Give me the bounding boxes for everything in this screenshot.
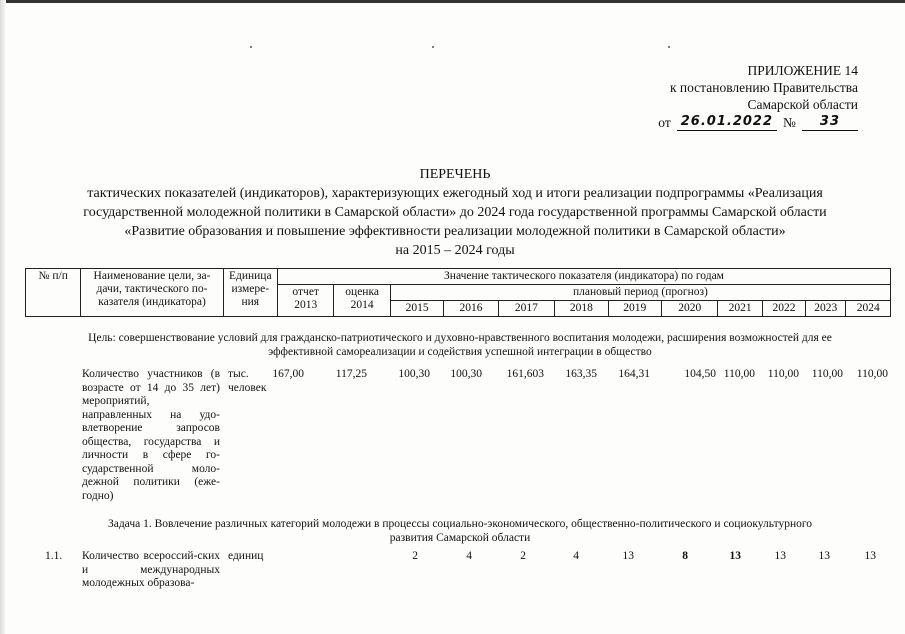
indicator-1-1-unit: единиц [228, 550, 264, 562]
title-line: тактических показателей (индикаторов), характеризующих ежегодный ход и итоги реализации подпрограммы «Реализация [87, 186, 823, 201]
value-cell: 110,00 [811, 368, 843, 380]
col-plan-group-header: плановый период (прогноз) [390, 285, 890, 301]
handwritten-number: 33 [802, 113, 858, 131]
year-header: 2019 [608, 301, 661, 317]
indicator-main-unit: тыс. человек [228, 368, 267, 394]
value-cell: 110,00 [767, 368, 799, 380]
value-cell: 161,603 [506, 368, 544, 380]
task-1-row [30, 518, 890, 545]
value-cell: 13 [864, 550, 876, 562]
col-name-header: Наименование цели, за-дачи, тактического по-казателя (индикатора) [81, 269, 223, 317]
value-cell: 104,50 [684, 368, 716, 380]
appendix-title: ПРИЛОЖЕНИЕ 14 [747, 63, 858, 78]
indicator-1-1-number: 1.1. [45, 550, 63, 562]
scan-speck [668, 46, 670, 48]
value-cell: 13 [774, 550, 786, 562]
appendix-decree: к постановлению Правительства [669, 80, 858, 95]
value-cell: 8 [682, 550, 688, 562]
year-header: 2015 [390, 301, 443, 317]
indicators-table-header [25, 268, 891, 317]
title-line: на 2015 – 2024 годы [395, 243, 515, 258]
value-cell: 117,25 [335, 368, 367, 380]
value-cell: 4 [573, 550, 579, 562]
indicator-main-name: Количество участников (в возрасте от 14 до 35 лет) мероприятий, направленных на удо-влетворение запросов общества, государства и личности в сфере го-сударственной моло-дежной политики (еже-годно) [82, 368, 220, 502]
goal-text: Цель: совершенствование условий для гражданско-патриотического и духовно-нравственного воспитания молодежи, расширения возможностей для ее [88, 332, 832, 344]
document-title [40, 165, 870, 260]
goal-row [30, 332, 890, 359]
handwritten-date: 26.01.2022 [677, 113, 777, 131]
appendix-date-number [618, 113, 858, 131]
value-cell: 13 [729, 550, 741, 562]
value-cell: 164,31 [618, 368, 650, 380]
value-cell: 13 [818, 550, 830, 562]
title-heading: ПЕРЕЧЕНЬ [419, 167, 491, 182]
col-report-header: отчет 2013 [277, 285, 333, 317]
number-label: № [783, 115, 796, 130]
title-line: государственной молодежной политики в Самарской области» до 2024 года государственной программы Самарской области [83, 205, 827, 220]
value-cell: 13 [622, 550, 634, 562]
year-header: 2024 [846, 301, 891, 317]
value-cell: 167,00 [272, 368, 304, 380]
col-unit-header: Единица измере-ния [223, 269, 277, 317]
scan-speck [250, 46, 252, 48]
col-values-group-header: Значение тактического показателя (индикатора) по годам [277, 269, 890, 285]
value-cell: 100,30 [398, 368, 430, 380]
task-text: Задача 1. Вовлечение различных категорий молодежи в процессы социально-экономического, общественно-политического и социокультурного [107, 518, 813, 530]
col-number-header: № п/п [26, 269, 81, 317]
year-header: 2023 [806, 301, 846, 317]
goal-text: эффективной самореализации и содействия успешной интеграции в общество [268, 345, 652, 358]
year-header: 2021 [718, 301, 762, 317]
year-header: 2022 [762, 301, 805, 317]
scan-top-edge [0, 0, 905, 3]
from-label: от [658, 115, 671, 130]
value-cell: 110,00 [856, 368, 888, 380]
year-header: 2016 [444, 301, 498, 317]
value-cell: 110,00 [723, 368, 755, 380]
value-cell: 2 [520, 550, 526, 562]
title-line: «Развитие образования и повышение эффективности реализации молодежной политики в Самарской области» [124, 224, 786, 239]
value-cell: 163,35 [565, 368, 597, 380]
year-header: 2018 [555, 301, 608, 317]
year-header: 2020 [661, 301, 717, 317]
col-estimate-header: оценка 2014 [334, 285, 390, 317]
value-cell: 4 [466, 550, 472, 562]
year-header: 2017 [498, 301, 554, 317]
task-text: развития Самарской области [389, 531, 531, 544]
scan-left-shadow [0, 0, 6, 634]
indicator-1-1-name: Количество всероссий-ских и международных молодежных образова- [82, 550, 220, 589]
value-cell: 100,30 [450, 368, 482, 380]
value-cell: 2 [412, 550, 418, 562]
scan-speck [432, 46, 434, 48]
appendix-region: Самарской области [747, 97, 858, 112]
approval-block [618, 62, 858, 131]
